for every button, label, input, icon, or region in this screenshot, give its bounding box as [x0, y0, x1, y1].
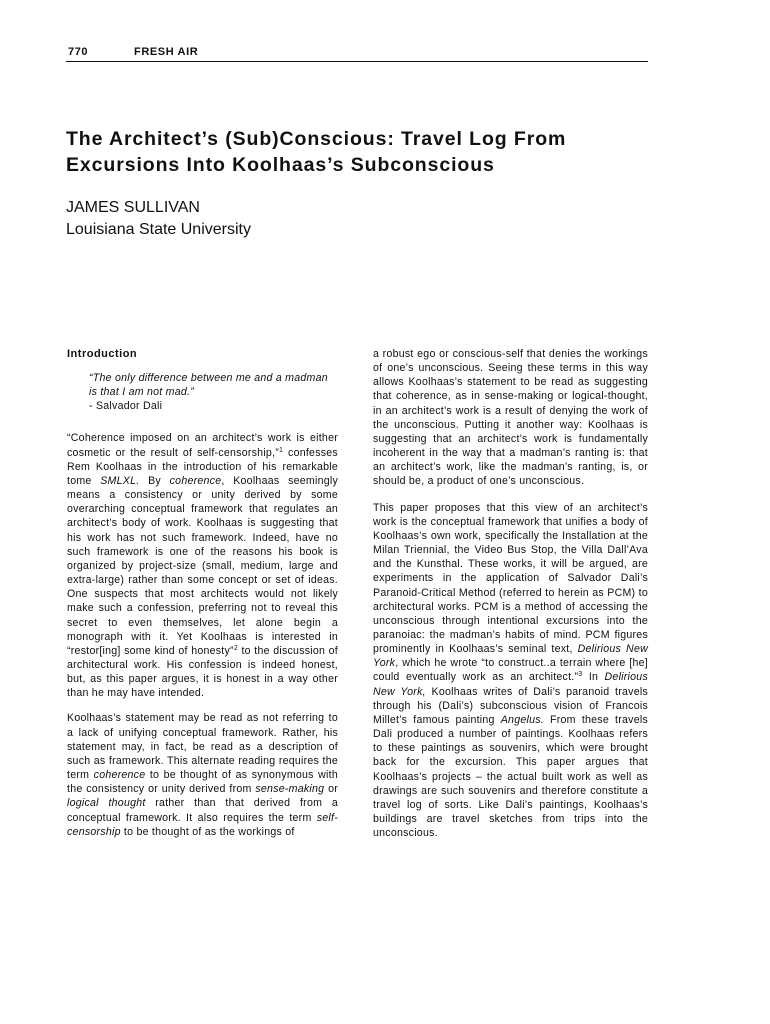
paragraph-1: “Coherence imposed on an architect’s work is either cosmetic or the result of self-censorship,”$^1$ confesses Rem Koolhaas in the introduction of his remarkable tome SMLXL. By coherence, Koolhaas seemingly means a consistency or unity derived by some overarching conceptual framework that regulates an architect’s body of work. Koolhaas is suggesting that his work has not such framework. Indeed, have no such framework is one of the reasons his book is organized by project-size (small, medium, large and extra-large) rather than some concept or set of ideas. One suspects that most architects would not likely make such a confession, preferring not to reveal this secret to even themselves, let alone begin a monograph with it. Yet Koolhaas is interested in “restor[ing] some kind of honesty”$^2$ to the discussion of architectural work. His confession is indeed honest, but, as this paper argues, it is honest in a way other than he may have intended. [67, 432, 339, 700]
right-column [373, 347, 648, 852]
running-header [66, 46, 648, 62]
footnote-ref-1: 1 [279, 446, 284, 454]
epigraph-quote: “The only difference between me and a madman is that I am not mad.” [89, 372, 328, 399]
epigraph [89, 371, 338, 413]
title-line-1: The Architect’s (Sub)Conscious: Travel Log From [66, 128, 567, 150]
paragraph-4: This paper proposes that this view of an architect’s work is the conceptual framework that unifies a body of Koolhaas’s own work, specifically the Installation at the Milan Triennial, the Video Bus Stop, the Villa Dall’Ava and the Kunsthal. These works, it will be argued, are experiments in the application of Salvador Dali’s Paranoid-Critical Method (referred to herein as PCM) to architectural works. PCM is a method of accessing the unconscious through intentional excursions into the paranoiac: the madman’s habits of mind. PCM figures prominently in Koolhaas’s seminal text, Delirious New York, which he wrote “to construct..a terrain where [he] could eventually work as an architect.”$^3$ In Delirious New York, Koolhaas writes of Dali’s paranoid travels through his (Dali’s) subconscious vision of Francois Millet’s famous painting Angelus. From these travels Dali produced a number of paintings. Koolhaas refers to these paintings as souvenirs, which were brought back for the excursion. This paper argues that Koolhaas’s projects – the actual built work as well as drawings are such souvenirs and therefore constitute a travel log of sorts. Like Dali’s paintings, Koolhaas’s buildings are travel sketches from trips into the unconscious. [373, 501, 648, 840]
author-affiliation: Louisiana State University [66, 221, 251, 238]
footnote-ref-3: 3 [578, 671, 583, 679]
left-column [67, 347, 338, 850]
journal-name: FRESH AIR [134, 46, 199, 58]
author-name: JAMES SULLIVAN [66, 199, 200, 216]
page-number: 770 [68, 46, 89, 58]
title-line-2: Excursions Into Koolhaas’s Subconscious [66, 154, 495, 176]
epigraph-attribution: - Salvador Dali [89, 400, 163, 413]
paragraph-3: a robust ego or conscious-self that denies the workings of one’s unconscious. Seeing these terms in this way allows Koolhaas’s statement to be read as suggesting that coherence, as in sense-making or logical-thought, in an architect’s work is a result of denying the work of the unconscious. Putting it another way: Koolhaas is suggesting that an architect’s work is fundamentally incoherent in the way that a madman’s ranting is: that an architect’s work, like the madman’s ranting, is, or should be, a product of one’s unconscious. [373, 348, 648, 488]
section-heading-introduction: Introduction [67, 348, 138, 360]
article-title [66, 126, 666, 178]
paragraph-2: Koolhaas’s statement may be read as not referring to a lack of unifying conceptual framework. Rather, his statement may, in fact, be read as a description of such as framework. This alternate reading requires the term coherence to be thought of as synonymous with the consistency or unity derived from sense-making or logical thought rather than that derived from a conceptual framework. It also requires the term self-censorship to be thought of as the workings of [67, 712, 338, 838]
footnote-ref-2: 2 [233, 644, 238, 652]
